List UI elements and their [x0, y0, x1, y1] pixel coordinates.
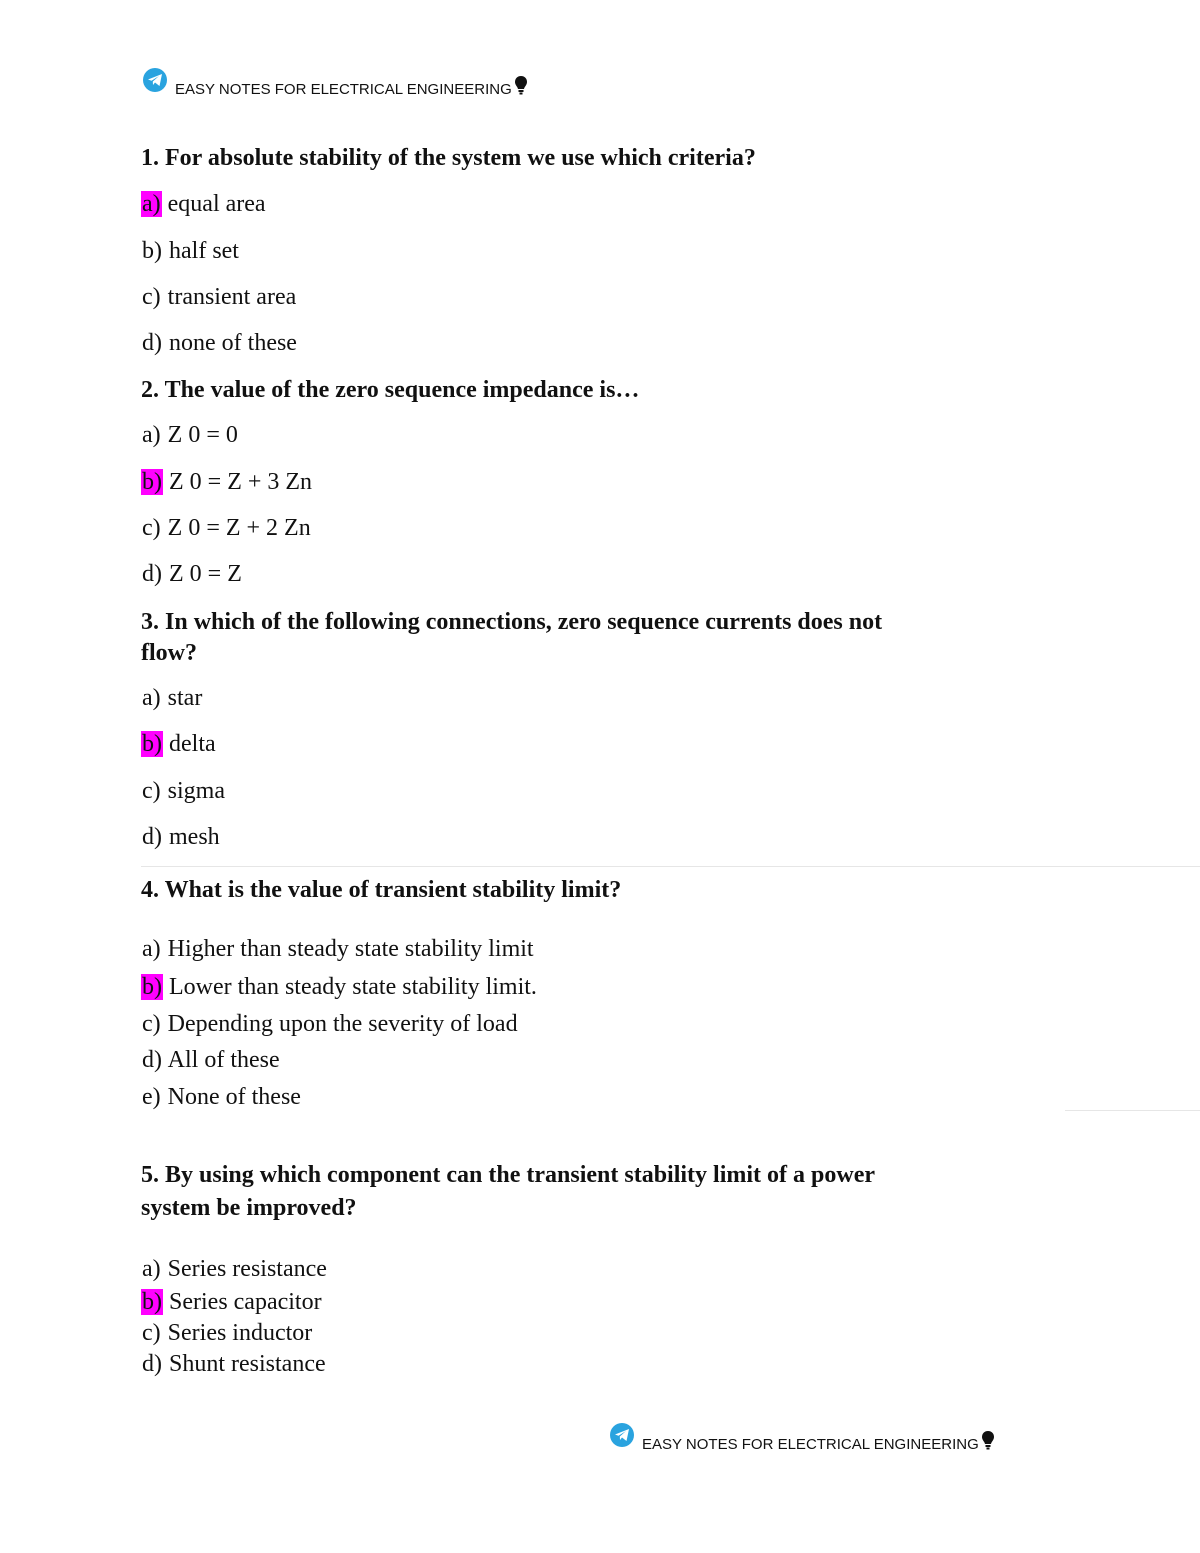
q2-option-d: d) Z 0 = Z [142, 561, 242, 587]
header-text: EASY NOTES FOR ELECTRICAL ENGINEERING [175, 80, 512, 98]
page-footer [610, 1427, 995, 1451]
lightbulb-icon [981, 1430, 995, 1454]
page-header [143, 72, 528, 96]
answer-highlight: b) [142, 1289, 162, 1315]
question-1: 1. For absolute stability of the system we use which criteria? [141, 145, 756, 171]
q4-option-e: e) None of these [142, 1084, 301, 1110]
telegram-icon [143, 68, 167, 92]
q5-option-c: c) Series inductor [142, 1320, 313, 1346]
q2-option-c: c) Z 0 = Z + 2 Zn [142, 515, 311, 541]
question-4: 4. What is the value of transient stability limit? [141, 877, 622, 903]
answer-highlight: b) [142, 974, 162, 1000]
q2-option-b: b) Z 0 = Z + 3 Zn [142, 469, 313, 495]
answer-highlight: b) [142, 731, 162, 757]
answer-highlight: a) [142, 191, 161, 217]
q5-option-b: b) Series capacitor [142, 1289, 322, 1315]
question-3-line1: 3. In which of the following connections, zero sequence currents does not [141, 609, 883, 635]
question-5-line1: 5. By using which component can the transient stability limit of a power [141, 1162, 876, 1188]
telegram-icon [610, 1423, 634, 1447]
q4-option-b: b) Lower than steady state stability limit. [142, 974, 537, 1000]
q5-option-d: d) Shunt resistance [142, 1351, 326, 1377]
footer-text: EASY NOTES FOR ELECTRICAL ENGINEERING [642, 1435, 979, 1453]
lightbulb-icon [514, 75, 528, 99]
answer-highlight: b) [142, 469, 162, 495]
q3-option-c: c) sigma [142, 778, 225, 804]
divider [141, 866, 1200, 867]
question-2: 2. The value of the zero sequence impedance is… [141, 377, 640, 403]
q1-option-b: b) half set [142, 238, 239, 264]
q4-option-c: c) Depending upon the severity of load [142, 1011, 518, 1037]
question-5-line2: system be improved? [141, 1195, 357, 1221]
q3-option-b: b) delta [142, 731, 216, 757]
q1-option-a: a) equal area [142, 191, 266, 217]
q1-option-d: d) none of these [142, 330, 297, 356]
q5-option-a: a) Series resistance [142, 1256, 327, 1282]
q4-option-a: a) Higher than steady state stability limit [142, 936, 534, 962]
q4-option-d: d) All of these [142, 1047, 280, 1073]
q2-option-a: a) Z 0 = 0 [142, 422, 238, 448]
divider [1065, 1110, 1200, 1111]
q3-option-a: a) star [142, 685, 203, 711]
q3-option-d: d) mesh [142, 824, 220, 850]
question-3-line2: flow? [141, 640, 197, 666]
q1-option-c: c) transient area [142, 284, 297, 310]
